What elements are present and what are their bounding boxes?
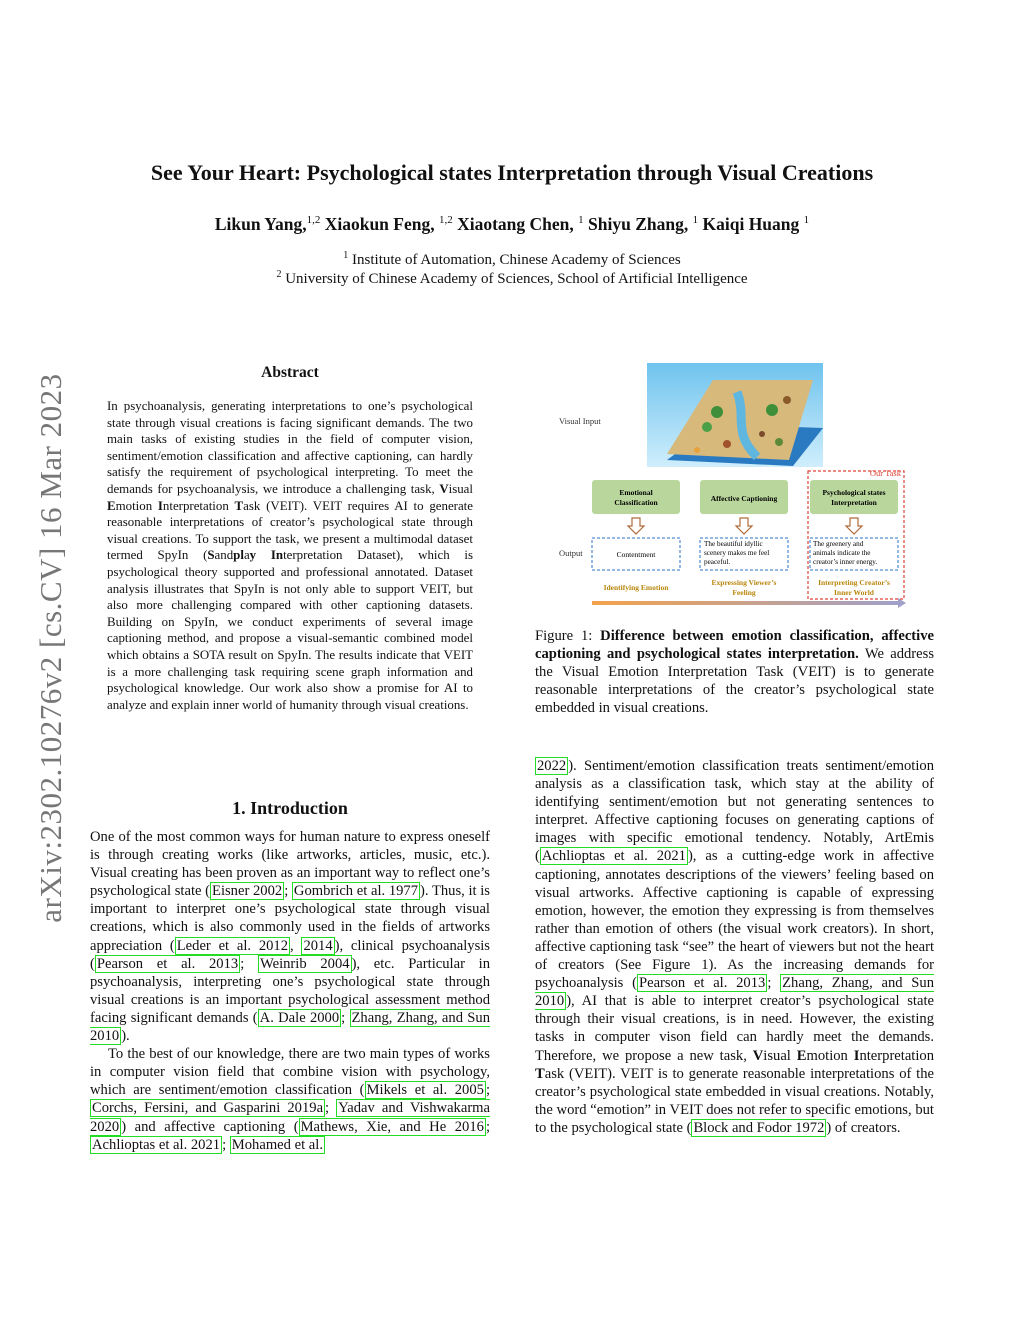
introduction-body — [90, 828, 490, 1154]
citation-link[interactable]: Yadav and Vishwakarma 2020 — [90, 1100, 491, 1135]
emotion-classification-box — [592, 480, 680, 514]
figure-1 — [557, 362, 907, 614]
author: Xiaokun Feng, — [324, 214, 435, 234]
arxiv-identifier — [28, 348, 74, 948]
task-label: Interpreting Creator’s Inner World — [818, 578, 890, 597]
citation-link[interactable]: Weinrib 2004 — [259, 955, 350, 972]
citation-link[interactable]: Mathews, Xie, and He 2016 — [300, 1118, 484, 1135]
down-arrows — [628, 518, 862, 534]
output-text: Contentment — [616, 550, 656, 559]
citation-link[interactable]: Corchs, Fersini, and Gasparini 2019a — [92, 1100, 324, 1117]
introduction-heading: 1. Introduction — [232, 798, 348, 818]
citation-link[interactable]: Gombrich et al. 1977 — [293, 883, 419, 900]
author: Kaiqi Huang — [702, 214, 800, 234]
paragraph: To the best of our knowledge, there are two main types of works in computer vision field that combine vision with psychology, which are sentiment/emotion classification ( Mikels et al. 2005 ; Corchs, Fersini, and Gasparini 2019a ; Yadav and Vishwakarma 2020 ) and affective captioning ( Mathews, Xie, and He 2016 ; Achlioptas et al. 2021 ; Mohamed et al. — [90, 1046, 491, 1153]
citation-link[interactable]: Mikels et al. 2005 — [366, 1082, 484, 1099]
paper-title: See Your Heart: Psychological states Interpretation through Visual Creations — [150, 160, 874, 185]
progress-arrow — [592, 601, 898, 605]
author: Likun Yang, — [214, 214, 307, 234]
citation-link[interactable]: Pearson et al. 2013 — [96, 955, 239, 972]
affiliation-2: $^2$ University of Chinese Academy of Sciences, School of Artificial Intelligence — [276, 269, 748, 287]
introduction-continued — [535, 757, 934, 1137]
citation-link[interactable]: Leder et al. 2012 — [176, 937, 289, 954]
citation-link[interactable]: 2022 — [537, 758, 567, 774]
svg-text:Affective Captioning: Affective Captioning — [710, 494, 778, 503]
citation-link[interactable]: Eisner 2002 — [212, 883, 283, 900]
abstract-body: In psychoanalysis, generating interpretations to one’s psychological state through visual creations is facing significant demands. The two main tasks of existing studies in the field of computer vision, sentiment/emotion classification and affective captioning, can hardly satisfy the requirement of psychological interpreting. To meet the demands for psychoanalysis, we introduce a challenging task, Visual Emotion Interpretation Task (VEIT). VEIT requires AI to generate reasonable interpretations of creator’s psychological state through visual creations. To support the task, we present a multimodal dataset termed SpyIn (Sandplay Interpretation Dataset), which is psychological theory supported and professional annotated. Dataset analysis illustrates that SpyIn is not only able to support VEIT, but also more challenging compared with other captioning datasets. Building on SpyIn, we conduct experiments of several image captioning method, and propose a visual-semantic combined model which obtains a SOTA result on SpyIn. The results indicate that VEIT is a more challenging task requiring scene graph information and psychological knowledge. Our work also show a promise for AI to analyze and explain inner world of humanity through visual creations. — [107, 399, 473, 712]
citation-link[interactable]: A. Dale 2000 — [259, 1009, 340, 1026]
output-text: The beautiful idyllic scenery makes me feel peaceful. — [704, 540, 770, 566]
our-task-label: Our Task — [869, 468, 901, 478]
paragraph: One of the most common ways for human nature to express oneself is through creating works (like artworks, articles, music, etc.). Visual creating has been proven as an important way to reflect one’s psychological state ( Eisner 2002 ; Gombrich et al. 1977 ). Thus, it is important to interpret one’s psychological state through visual creations, which is also commonly used in the fields of artworks appreciation ( Leder et al. 2012 , 2014 ), clinical psychoanalysis ( Pearson et al. 2013 ; Weinrib 2004 ), etc. Particular in psychoanalysis, interpreting one’s psychological state through visual creations is an important psychological assessment method facing significant demands ( A. Dale 2000 ; Zhang, Zhang, and Sun 2010 ). — [90, 829, 491, 1045]
psychological-interpretation-box — [810, 480, 898, 514]
svg-text:Psychological statesInterpreta: Psychological states Interpretation — [822, 488, 886, 507]
task-label: Expressing Viewer’s Feeling — [711, 578, 777, 597]
abstract-heading: Abstract — [261, 364, 319, 381]
figure-caption: Figure 1: Difference between emotion classification, affective captioning and psychological states interpretation. We address the Visual Emotion Interpretation Task (VEIT) is to generate reasonable interpretations of the creator’s psychological state embedded in visual creations. — [535, 628, 934, 717]
author: Shiyu Zhang, — [588, 214, 689, 234]
citation-link[interactable]: Mohamed et al. — [231, 1136, 323, 1153]
citation-link[interactable]: Zhang, Zhang, and Sun 2010 — [90, 1009, 490, 1045]
citation-link[interactable]: 2014 — [303, 937, 333, 954]
svg-text:EmotionalClassification: Emotional Classification — [614, 488, 658, 507]
sandplay-image — [647, 363, 823, 467]
visual-input-label: Visual Input — [559, 416, 601, 426]
task-label: Identifying Emotion — [603, 583, 669, 592]
citation-link[interactable]: Zhang, Zhang, and Sun 2010 — [535, 975, 935, 1010]
output-label: Output — [559, 548, 583, 558]
author-list: Likun Yang,$^{1,2}$ Xiaokun Feng, $^{1,2}$ Xiaotang Chen, $^1$ Shiyu Zhang, $^1$ Kaiqi Huang $^1$ — [214, 214, 810, 234]
affiliation-1: $^1$ Institute of Automation, Chinese Academy of Sciences — [343, 250, 681, 268]
citation-link[interactable]: Block and Fodor 1972 — [693, 1119, 825, 1136]
affective-captioning-box — [700, 480, 788, 514]
citation-link[interactable]: Pearson et al. 2013 — [638, 975, 766, 992]
output-text: The greenery and animals indicate the creator’s inner energy. — [813, 540, 878, 566]
citation-link[interactable]: Achlioptas et al. 2021 — [541, 848, 686, 865]
citation-link[interactable]: Achlioptas et al. 2021 — [92, 1136, 221, 1153]
author: Xiaotang Chen, — [457, 214, 574, 234]
paragraph: 2022 ). Sentiment/emotion classification treats sentiment/emotion analysis as a classification task, which stay at the ability of identifying sentiment/emotion but not generating sentences to interpret. Affective captioning focuses on generating captions of images with specific emotional tendency. Notably, ArtEmis ( Achlioptas et al. 2021 ), as a cutting-edge work in affective captioning, annotates descriptions of the viewers’ feeling based on visual artworks. Affective captioning is capable of expressing emotion, however, the emotion they expressing is from themselves rather than emotion of others (the visual work creators). In short, affective captioning task “see” the heart of viewers but not the heart of creators (See Figure 1). As the increasing demands for psychoanalysis ( Pearson et al. 2013 ; Zhang, Zhang, and Sun 2010 ), AI that is able to interpret creator’s psychological state through their visual creations, is in need. However, the existing tasks in computer vison field can hardly meet the demands. Therefore, we propose a new task, Visual Emotion Interpretation Task (VEIT). VEIT is to generate reasonable interpretations of the creator’s psychological state embedded in visual creations. Notably, the word “emotion” in VEIT does not refer to specific emotions, but to the psychological state ( Block and Fodor 1972 ) of creators. — [535, 758, 935, 1136]
arxiv-id-text: arXiv:2302.10276v2 [cs.CV] 16 Mar 2023 — [33, 373, 68, 923]
